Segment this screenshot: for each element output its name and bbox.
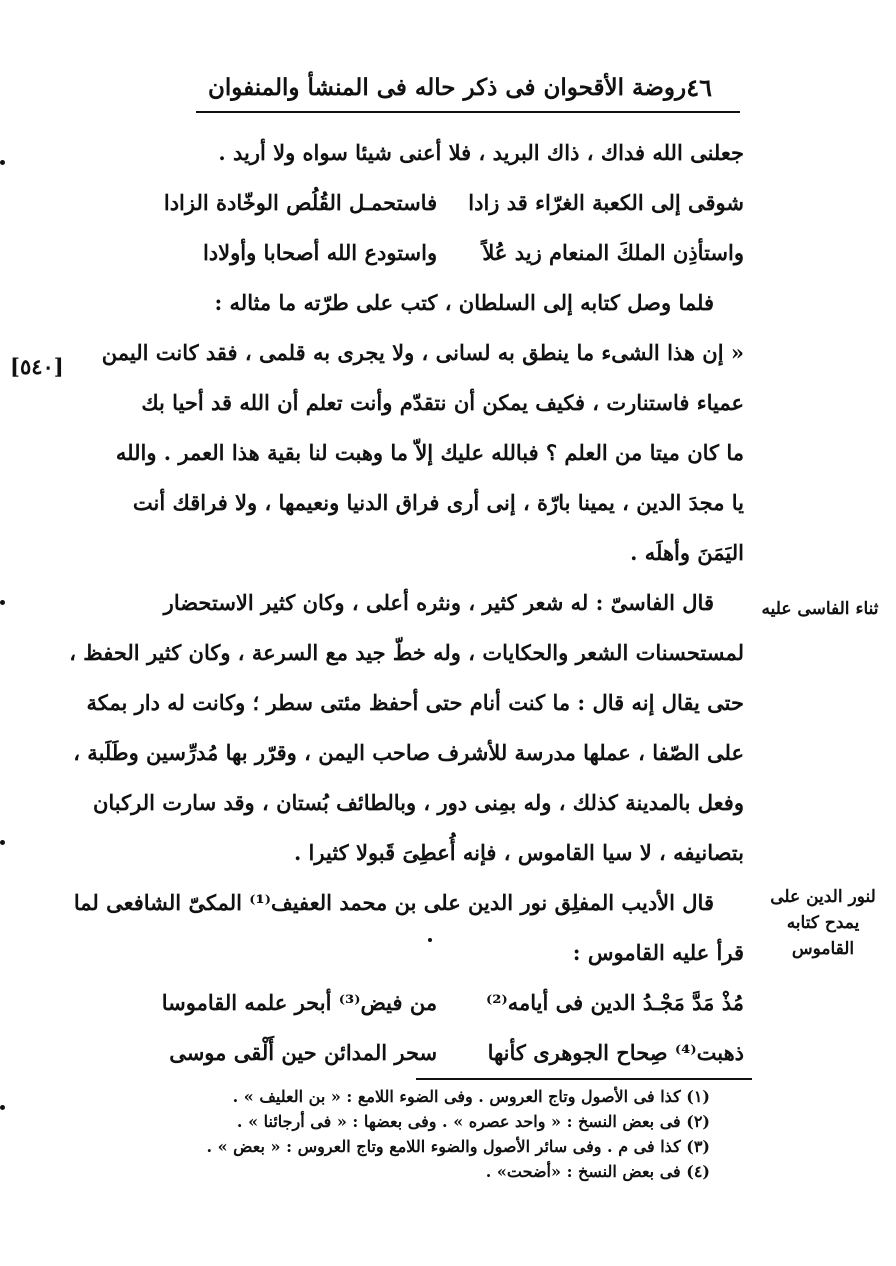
- text-line: وفعل بالمدينة كذلك ، وله بمِنى دور ، وبالطائف بُستان ، وقد سارت الركبان: [92, 790, 744, 815]
- text-line: على الصّفا ، عملها مدرسة للأشرف صاحب اليمن ، وقرّر بها مُدرِّسين وطَلَبة ،: [73, 740, 744, 765]
- binding-hole-mark: [0, 160, 5, 165]
- text-line: قرأ عليه القاموس :: [572, 940, 744, 965]
- text-line: « إن هذا الشىء ما ينطق به لسانى ، ولا يجرى به قلمى ، فقد كانت اليمن: [101, 340, 744, 365]
- text-line: حتى يقال إنه قال : ما كنت أنام حتى أحفظ مئتى سطر ؛ وكانت له دار بمكة: [86, 690, 744, 715]
- verse-hemistich: واستودع الله أصحابا وأولادا: [202, 240, 438, 265]
- verse-hemistich: مُذْ مَدَّ مَجْـدُ الدين فى أيامه⁽²⁾: [485, 990, 744, 1015]
- verse-hemistich: شوقى إلى الكعبة الغرّاء قد زادا: [468, 190, 744, 215]
- verse-line: [196, 228, 744, 278]
- running-header: [198, 64, 738, 110]
- footnote: (١) كذا فى الأصول وتاج العروس . وفى الضوء اللامع : « بن العليف » .: [232, 1087, 710, 1106]
- verse-line: [163, 178, 744, 228]
- footnote: (٤) فى بعض النسخ : «أضحت» .: [485, 1162, 710, 1181]
- running-title: روضة الأقحوان فى ذكر حاله فى المنشأ والمنفوان: [208, 73, 687, 101]
- verse-hemistich: من فيض⁽³⁾ أبحر علمه القاموسا: [161, 990, 438, 1015]
- text-line: بتصانيفه ، لا سيا القاموس ، فإنه أُعطِىَ قَبولا كثيرا .: [293, 840, 744, 865]
- binding-hole-mark: [0, 840, 5, 845]
- verse-hemistich: واستأذِن الملكَ المنعام زيد عُلاً: [482, 240, 744, 265]
- binding-hole-mark: [0, 1105, 5, 1110]
- ink-speck: [428, 938, 432, 942]
- verse-hemistich: فاستحمـل القُلُص الوخّادة الزادا: [163, 190, 438, 215]
- footnote: (٢) فى بعض النسخ : « واحد عصره » . وفى بعضها : « فى أرجائنا » .: [236, 1112, 710, 1131]
- text-line: يا مجدَ الدين ، يمينا بارّة ، إنى أرى فراق الدنيا ونعيمها ، ولا فراقك أنت: [132, 490, 744, 515]
- footnote: (٣) كذا فى م . وفى سائر الأصول والضوء اللامع وتاج العروس : « بعض » .: [206, 1137, 710, 1156]
- page-number: ٤٦: [686, 72, 712, 102]
- main-text: [69, 128, 744, 1078]
- text-line: عمياء فاستنارت ، فكيف يمكن أن نتقدّم وأنت تعلم أن الله قد أحيا بك: [141, 390, 744, 415]
- verse-hemistich: سحر المدائن حين أَلْقى موسى: [169, 1040, 438, 1065]
- text-line: قال الفاسىّ : له شعر كثير ، ونثره أعلى ، وكان كثير الاستحضار: [163, 590, 714, 615]
- binding-hole-mark: [0, 600, 5, 605]
- footnotes: [150, 1084, 710, 1184]
- page-reference: [٥٤٠]: [10, 354, 64, 379]
- margin-note-text: لنور الدين على: [770, 887, 876, 907]
- text-line: قال الأديب المفلِق نور الدين على بن محمد العفيف⁽¹⁾ المكىّ الشافعى لما: [73, 890, 714, 915]
- text-line: فلما وصل كتابه إلى السلطان ، كتب على طرّته ما مثاله :: [214, 290, 714, 315]
- header-rule: [196, 111, 740, 113]
- text-line: لمستحسنات الشعر والحكايات ، وله خطّ جيد مع السرعة ، وكان كثير الحفظ ،: [69, 640, 744, 665]
- margin-note: [755, 596, 885, 622]
- footnote-rule: [416, 1078, 752, 1080]
- margin-note-text: ثناء الفاسى عليه: [761, 599, 879, 619]
- text-line: جعلنى الله فداك ، ذاك البريد ، فلا أعنى شيئا سواه ولا أريد .: [218, 140, 744, 165]
- verse-line: [161, 978, 744, 1028]
- verse-hemistich: ذهبت⁽⁴⁾ صِحاح الجوهرى كأنها: [487, 1040, 744, 1065]
- text-line: اليَمَنَ وأهلَه .: [630, 540, 744, 565]
- margin-note-text: يمدح كتابه: [786, 913, 860, 933]
- margin-note: [758, 884, 888, 962]
- verse-line: [169, 1028, 744, 1078]
- margin-note-text: القاموس: [791, 939, 855, 959]
- text-line: ما كان ميتا من العلم ؟ فبالله عليك إلاّ ما وهبت لنا بقية هذا العمر . والله: [115, 440, 744, 465]
